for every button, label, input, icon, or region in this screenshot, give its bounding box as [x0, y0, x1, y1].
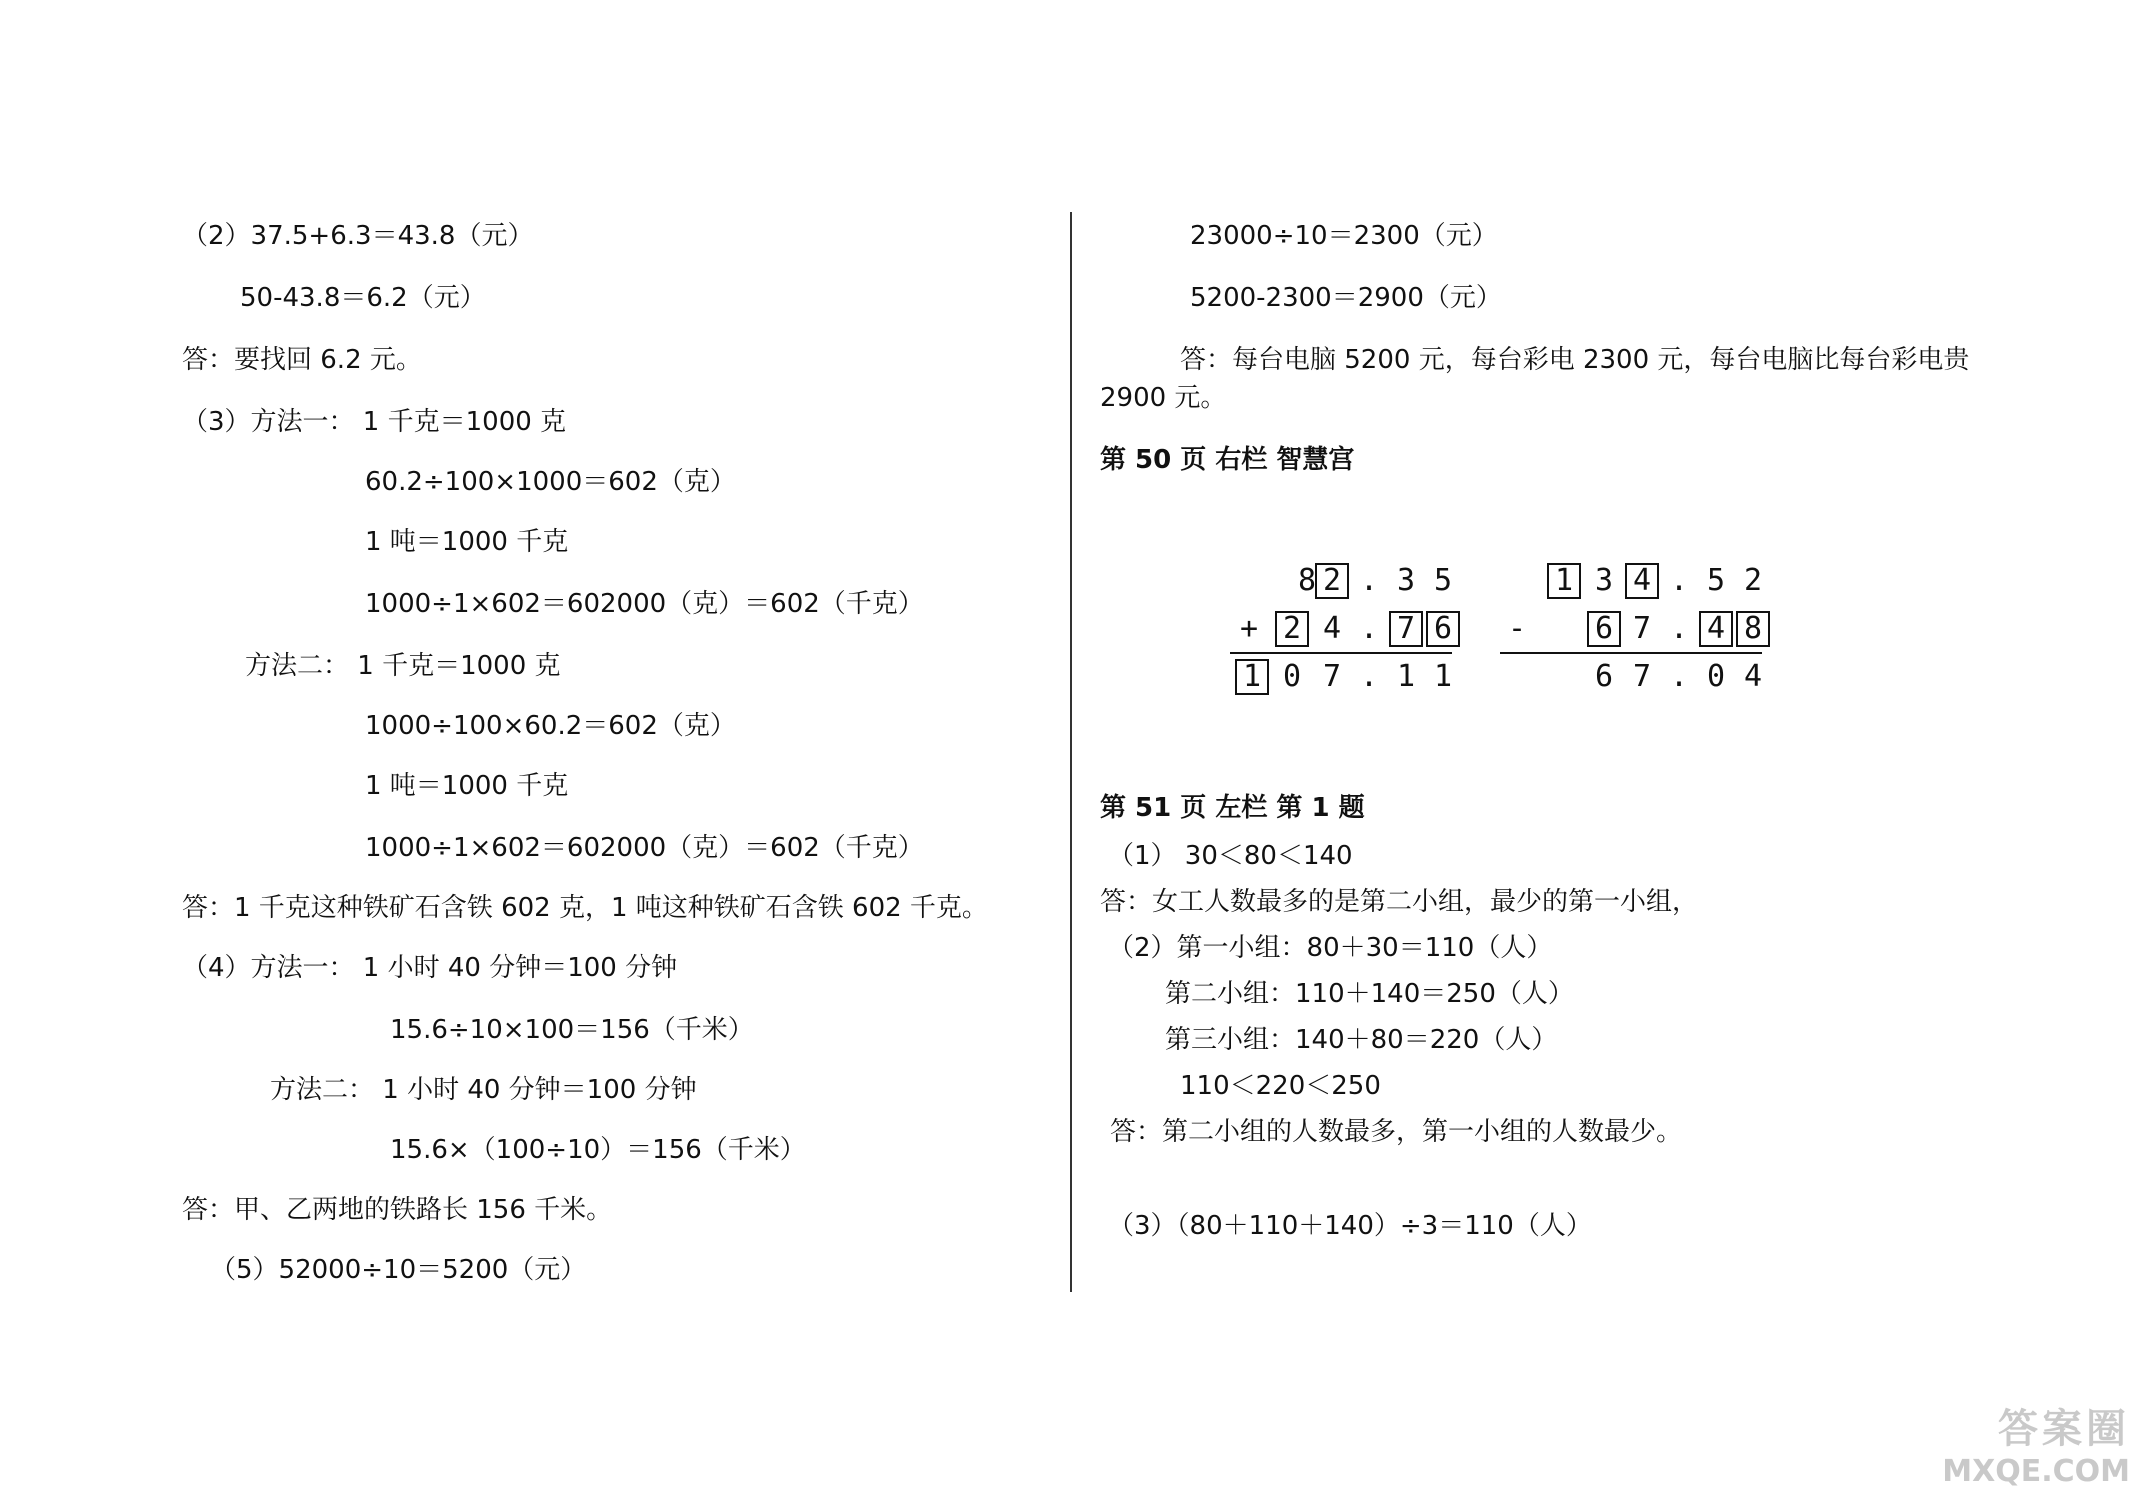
sub-digit-box: 1 — [1547, 563, 1581, 599]
answer-line: 答：第二小组的人数最多，第一小组的人数最少。 — [1110, 1117, 1683, 1147]
add-digit-box: 1 — [1235, 659, 1269, 695]
answer-line: 答：甲、乙两地的铁路长 156 千米。 — [182, 1195, 613, 1225]
sub-digit: 5 — [1706, 563, 1726, 598]
sub-digit: 4 — [1743, 659, 1763, 694]
sub-digit: . — [1669, 563, 1689, 598]
text-line: （4）方法一： 1 小时 40 分钟＝100 分钟 — [182, 953, 678, 983]
text-line: 方法二： 1 小时 40 分钟＝100 分钟 — [270, 1075, 697, 1105]
sub-digit-box: 4 — [1699, 611, 1733, 647]
text-line: 60.2÷100×1000＝602（克） — [365, 467, 736, 497]
text-line: （3）（80＋110＋140）÷3＝110（人） — [1108, 1211, 1592, 1241]
sub-digit: 7 — [1632, 611, 1652, 646]
text-line: （2）37.5+6.3＝43.8（元） — [182, 221, 534, 251]
text-line: （2）第一小组：80＋30＝110（人） — [1108, 933, 1553, 963]
sub-digit-box: 4 — [1625, 563, 1659, 599]
answer-line: 答：每台电脑 5200 元，每台彩电 2300 元，每台电脑比每台彩电贵 — [1180, 345, 1970, 375]
sub-digit: 6 — [1594, 659, 1614, 694]
text-line: 1000÷1×602＝602000（克）＝602（千克） — [365, 589, 924, 619]
add-digit: 7 — [1322, 659, 1342, 694]
add-sum-line — [1230, 652, 1452, 654]
add-digit: 1 — [1396, 659, 1416, 694]
add-digit-box: 7 — [1389, 611, 1423, 647]
add-digit-box: 2 — [1315, 563, 1349, 599]
text-line: 方法二： 1 千克＝1000 克 — [245, 651, 561, 681]
section-heading: 第 50 页 右栏 智慧宫 — [1100, 445, 1355, 475]
add-digit: 4 — [1322, 611, 1342, 646]
text-line: 23000÷10＝2300（元） — [1190, 221, 1498, 251]
text-line: （1） 30＜80＜140 — [1108, 841, 1353, 871]
text-line: 15.6×（100÷10）＝156（千米） — [390, 1135, 806, 1165]
sub-digit: 0 — [1706, 659, 1726, 694]
plus-sign: + — [1239, 611, 1259, 646]
answer-line: 答：1 千克这种铁矿石含铁 602 克，1 吨这种铁矿石含铁 602 千克。 — [182, 893, 988, 923]
text-line: 1000÷1×602＝602000（克）＝602（千克） — [365, 833, 924, 863]
add-digit: 5 — [1433, 563, 1453, 598]
site-watermark — [1942, 1397, 2130, 1489]
column-divider — [1070, 212, 1072, 1292]
add-digit: 8 — [1297, 563, 1317, 598]
text-line: 第二小组：110＋140＝250（人） — [1165, 979, 1574, 1009]
sub-digit: 7 — [1632, 659, 1652, 694]
add-digit: . — [1359, 659, 1379, 694]
text-line: 15.6÷10×100＝156（千米） — [390, 1015, 754, 1045]
sub-digit-box: 8 — [1736, 611, 1770, 647]
answer-line: 2900 元。 — [1100, 383, 1227, 413]
sub-digit: . — [1669, 659, 1689, 694]
watermark-logo-text: 答案圈 — [1998, 1406, 2130, 1452]
sub-difference-line — [1500, 652, 1762, 654]
add-digit: . — [1359, 563, 1379, 598]
add-digit: . — [1359, 611, 1379, 646]
answer-line: 答：要找回 6.2 元。 — [182, 345, 422, 375]
text-line: 1 吨＝1000 千克 — [365, 527, 569, 557]
add-digit-box: 6 — [1426, 611, 1460, 647]
text-line: 1 吨＝1000 千克 — [365, 771, 569, 801]
text-line: （5）52000÷10＝5200（元） — [210, 1255, 587, 1285]
add-digit: 0 — [1282, 659, 1302, 694]
minus-sign: - — [1507, 611, 1527, 646]
text-line: 第三小组：140＋80＝220（人） — [1165, 1025, 1558, 1055]
text-line: （3）方法一： 1 千克＝1000 克 — [182, 407, 567, 437]
sub-digit: 3 — [1594, 563, 1614, 598]
text-line: 1000÷100×60.2＝602（克） — [365, 711, 736, 741]
text-line: 5200-2300＝2900（元） — [1190, 283, 1502, 313]
add-digit-box: 2 — [1275, 611, 1309, 647]
add-digit: 3 — [1396, 563, 1416, 598]
sub-digit-box: 6 — [1587, 611, 1621, 647]
watermark-url: MXQE.COM — [1942, 1454, 2130, 1489]
answer-line: 答：女工人数最多的是第二小组，最少的第一小组， — [1100, 887, 1699, 917]
section-heading: 第 51 页 左栏 第 1 题 — [1100, 793, 1365, 823]
sub-digit: . — [1669, 611, 1689, 646]
sub-digit: 2 — [1743, 563, 1763, 598]
text-line: 110＜220＜250 — [1180, 1071, 1381, 1101]
text-line: 50-43.8＝6.2（元） — [240, 283, 486, 313]
add-digit: 1 — [1433, 659, 1453, 694]
